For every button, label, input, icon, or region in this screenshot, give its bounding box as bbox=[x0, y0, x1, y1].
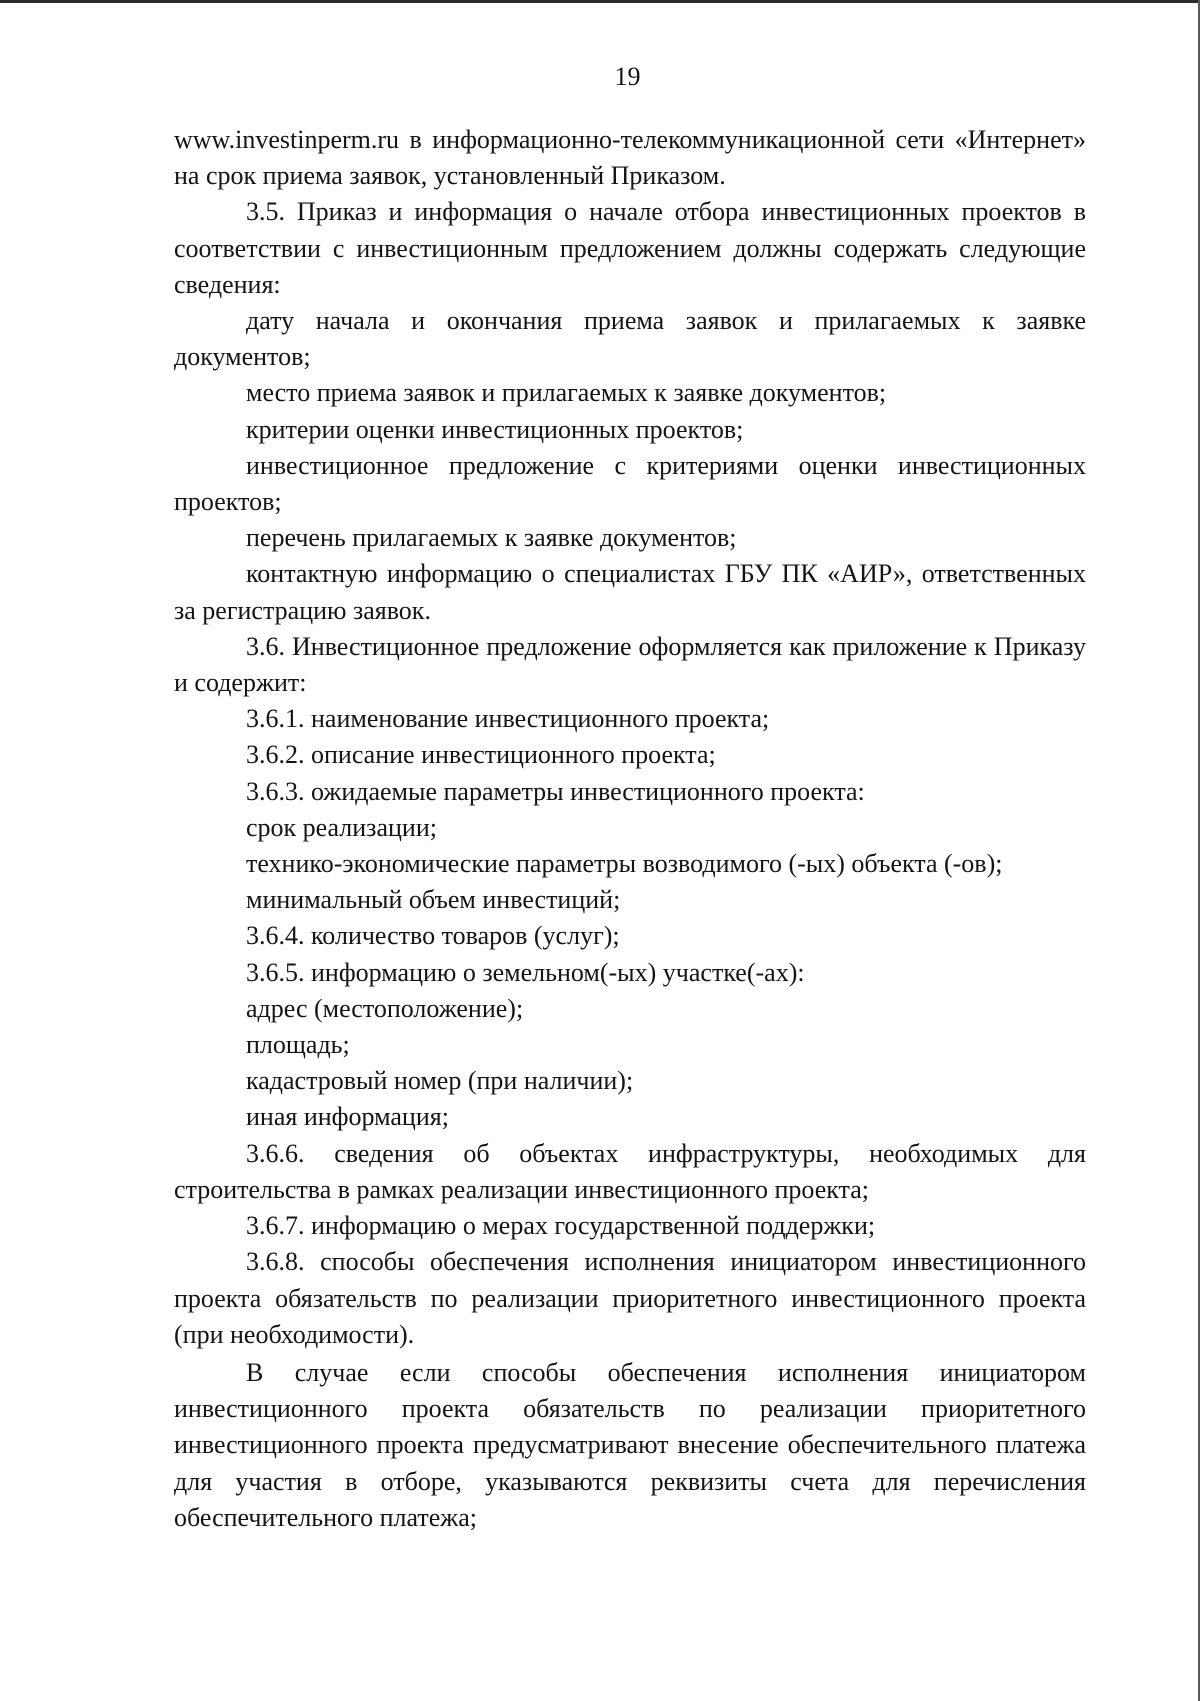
paragraph-3-6-2: 3.6.2. описание инвестиционного проекта; bbox=[246, 740, 716, 770]
document-body bbox=[174, 122, 1086, 1536]
list-item-min-investment: минимальный объем инвестиций; bbox=[246, 885, 621, 915]
list-item-proposal: инвестиционное предложение с критериями оценки инвестиционных проектов; bbox=[174, 450, 1086, 517]
paragraph-3-6-3: 3.6.3. ожидаемые параметры инвестиционного проекта: bbox=[246, 776, 865, 806]
list-item-criteria: критерии оценки инвестиционных проектов; bbox=[246, 414, 744, 444]
paragraph-security-payment: В случае если способы обеспечения исполнения инициатором инвестиционного проекта обязательств по реализации приоритетного инвестиционного проекта предусматривают внесение обеспечительного платежа для участия в отборе, указываются реквизиты счета для перечисления обеспечительного платежа; bbox=[174, 1357, 1086, 1532]
list-item-contacts: контактную информацию о специалистах ГБУ ПК «АИР», ответственных за регистрацию заявок. bbox=[174, 559, 1086, 625]
paragraph-3-6-8: 3.6.8. способы обеспечения исполнения инициатором инвестиционного проекта обязательств по реализации приоритетного инвестиционного проекта (при необходимости). bbox=[174, 1247, 1086, 1349]
list-item-other: иная информация; bbox=[246, 1102, 449, 1132]
list-item-dates: дату начала и окончания приема заявок и прилагаемых к заявке документов; bbox=[174, 306, 1086, 372]
paragraph-3-6-1: 3.6.1. наименование инвестиционного проекта; bbox=[246, 704, 770, 734]
list-item-place: место приема заявок и прилагаемых к заявке документов; bbox=[246, 378, 887, 408]
paragraph-3-6-6: 3.6.6. сведения об объектах инфраструктуры, необходимых для строительства в рамках реализации инвестиционного проекта; bbox=[174, 1138, 1086, 1204]
list-item-address: адрес (местоположение); bbox=[246, 993, 524, 1023]
paragraph-3-6: 3.6. Инвестиционное предложение оформляется как приложение к Приказу и содержит: bbox=[174, 631, 1086, 698]
paragraph-website: www.investinperm.ru в информационно-телекоммуникационной сети «Интернет» на срок приема заявок, установленный Приказом. bbox=[174, 125, 1086, 191]
paragraph-3-6-5: 3.6.5. информацию о земельном(-ых) участке(-ах): bbox=[246, 957, 805, 987]
list-item-term: срок реализации; bbox=[246, 812, 437, 842]
scan-top-edge bbox=[0, 0, 1200, 3]
list-item-area: площадь; bbox=[246, 1030, 350, 1060]
list-item-documents: перечень прилагаемых к заявке документов; bbox=[246, 523, 737, 553]
paragraph-3-6-4: 3.6.4. количество товаров (услуг); bbox=[246, 921, 620, 951]
list-item-cadastral: кадастровый номер (при наличии); bbox=[246, 1066, 634, 1096]
paragraph-3-5: 3.5. Приказ и информация о начале отбора инвестиционных проектов в соответствии с инвестиционным предложением должны содержать следующие сведения: bbox=[174, 197, 1086, 299]
list-item-parameters: технико-экономические параметры возводимого (-ых) объекта (-ов); bbox=[246, 849, 1003, 879]
page-number: 19 bbox=[614, 62, 641, 91]
paragraph-3-6-7: 3.6.7. информацию о мерах государственной поддержки; bbox=[246, 1211, 876, 1241]
